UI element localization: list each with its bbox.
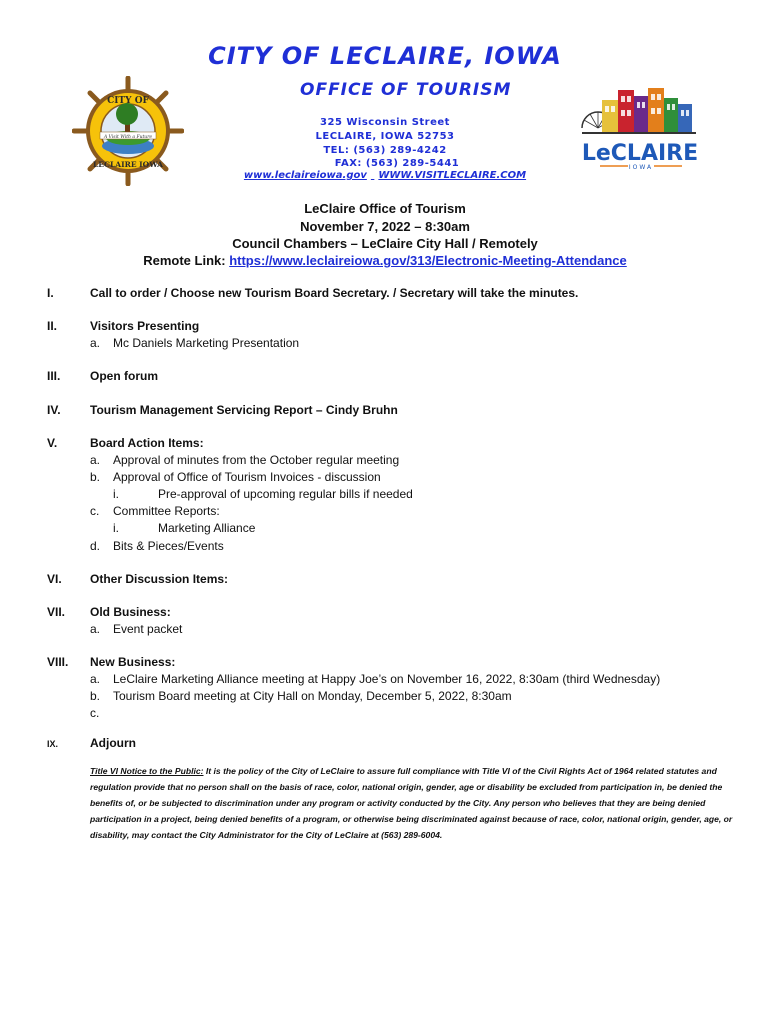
remote-link-url[interactable]: https://www.leclaireiowa.gov/313/Electronic-Meeting-Attendance xyxy=(229,253,627,268)
agenda-num-1: I. xyxy=(47,286,54,300)
agenda-subsub-label: i. xyxy=(113,521,119,535)
agenda-item-visitors: Visitors Presenting xyxy=(90,319,200,333)
city-seal-logo xyxy=(72,76,184,186)
agenda-subsub-item: Pre-approval of upcoming regular bills if needed xyxy=(158,487,413,501)
agenda-item-old-business: Old Business: xyxy=(90,605,171,619)
agenda-sub-item: Approval of Office of Tourism Invoices - discussion xyxy=(113,470,381,484)
agenda-subsub-label: i. xyxy=(113,487,119,501)
notice-label: Title VI Notice to the Public: xyxy=(90,766,204,776)
website-link-visit[interactable]: WWW.VISITLECLAIRE.COM xyxy=(378,170,527,181)
agenda-item-call-to-order: Call to order / Choose new Tourism Board Secretary. / Secretary will take the minutes. xyxy=(90,286,579,300)
website-link-gov[interactable]: www.leclaireiowa.gov xyxy=(243,170,367,181)
agenda-sub-item: Approval of minutes from the October regular meeting xyxy=(113,453,400,467)
meeting-date: November 7, 2022 – 8:30am xyxy=(300,219,470,234)
agenda-sub-label: a. xyxy=(90,336,101,350)
agenda-num-6: VI. xyxy=(47,572,62,586)
agenda-sub-label: d. xyxy=(90,539,101,553)
agenda-item-adjourn: Adjourn xyxy=(90,736,136,750)
agenda-num-8: VIII. xyxy=(47,655,69,669)
agenda-sub-label: a. xyxy=(90,622,101,636)
meeting-org: LeClaire Office of Tourism xyxy=(304,201,466,216)
seal-banner-text: A Visit With a Future xyxy=(103,135,153,140)
agenda-item-open-forum: Open forum xyxy=(90,369,158,383)
address-street: 325 Wisconsin Street xyxy=(320,117,450,128)
agenda-sub-label: a. xyxy=(90,453,101,467)
agenda-num-3: III. xyxy=(47,369,61,383)
seal-top-text: CITY OF xyxy=(107,96,149,106)
logo-wordmark: LeCLAIRE xyxy=(581,141,699,166)
agenda-item-other-discussion: Other Discussion Items: xyxy=(90,572,229,586)
agenda-sub-item: LeClaire Marketing Alliance meeting at Happy Joe’s on November 16, 2022, 8:30am (third Wednesday) xyxy=(113,672,661,686)
agenda-item-new-business: New Business: xyxy=(90,655,176,669)
office-title: OFFICE OF TOURISM xyxy=(300,80,512,100)
agenda-subsub-item: Marketing Alliance xyxy=(158,521,256,535)
agenda-item-management-report: Tourism Management Servicing Report – Cindy Bruhn xyxy=(90,403,398,417)
agenda-num-9: IX. xyxy=(47,739,59,749)
agenda-num-4: IV. xyxy=(47,403,61,417)
fax-number: FAX: (563) 289-5441 xyxy=(334,158,460,169)
meeting-location: Council Chambers – LeClaire City Hall / Remotely xyxy=(232,236,538,251)
agenda-sub-item: Event packet xyxy=(113,622,183,636)
agenda-num-2: II. xyxy=(47,319,58,333)
address-city: LECLAIRE, IOWA 52753 xyxy=(315,131,455,142)
city-title: CITY OF LECLAIRE, IOWA xyxy=(208,42,562,70)
agenda-num-7: VII. xyxy=(47,605,66,619)
agenda-item-board-action: Board Action Items: xyxy=(90,436,204,450)
agenda-sub-item: Tourism Board meeting at City Hall on Monday, December 5, 2022, 8:30am xyxy=(113,689,512,703)
agenda-sub-item: Committee Reports: xyxy=(113,504,220,518)
remote-link-label: Remote Link: xyxy=(143,253,226,268)
leclaire-logo xyxy=(578,80,700,176)
logo-subtext: IOWA xyxy=(628,164,654,171)
agenda-sub-label: b. xyxy=(90,689,101,703)
agenda-num-5: V. xyxy=(47,436,58,450)
agenda-sub-label: c. xyxy=(90,504,100,518)
seal-bottom-text: LECLAIRE IOWA xyxy=(93,160,163,169)
agenda-sub-label: b. xyxy=(90,470,101,484)
agenda-sub-item: Mc Daniels Marketing Presentation xyxy=(113,336,300,350)
agenda-sub-label: c. xyxy=(90,706,100,720)
agenda-sub-label: a. xyxy=(90,672,101,686)
website-links xyxy=(200,170,570,181)
title-vi-notice xyxy=(90,763,745,843)
notice-body: It is the policy of the City of LeClaire to assure full compliance with Title VI of the Civil Rights Act of 1964 related statutes and regulation provide that no person shall on the basis of race, color, national origin, gender, age or disability be excluded from participation in, be denied the benefits of, or be subjected to discrimination under any program or activity conducted by the City. Any person who believes that they are being denied participation in a project, being denied benefits of a program, or otherwise being discriminated against because of race, color, national origin, gender, age, or disability, may contact the City Administrator for the City of LeClaire at (563) 289-6004. xyxy=(90,766,733,840)
agenda-sub-item: Bits & Pieces/Events xyxy=(113,539,224,553)
remote-link-line xyxy=(0,253,770,268)
phone-number: TEL: (563) 289-4242 xyxy=(323,145,447,156)
